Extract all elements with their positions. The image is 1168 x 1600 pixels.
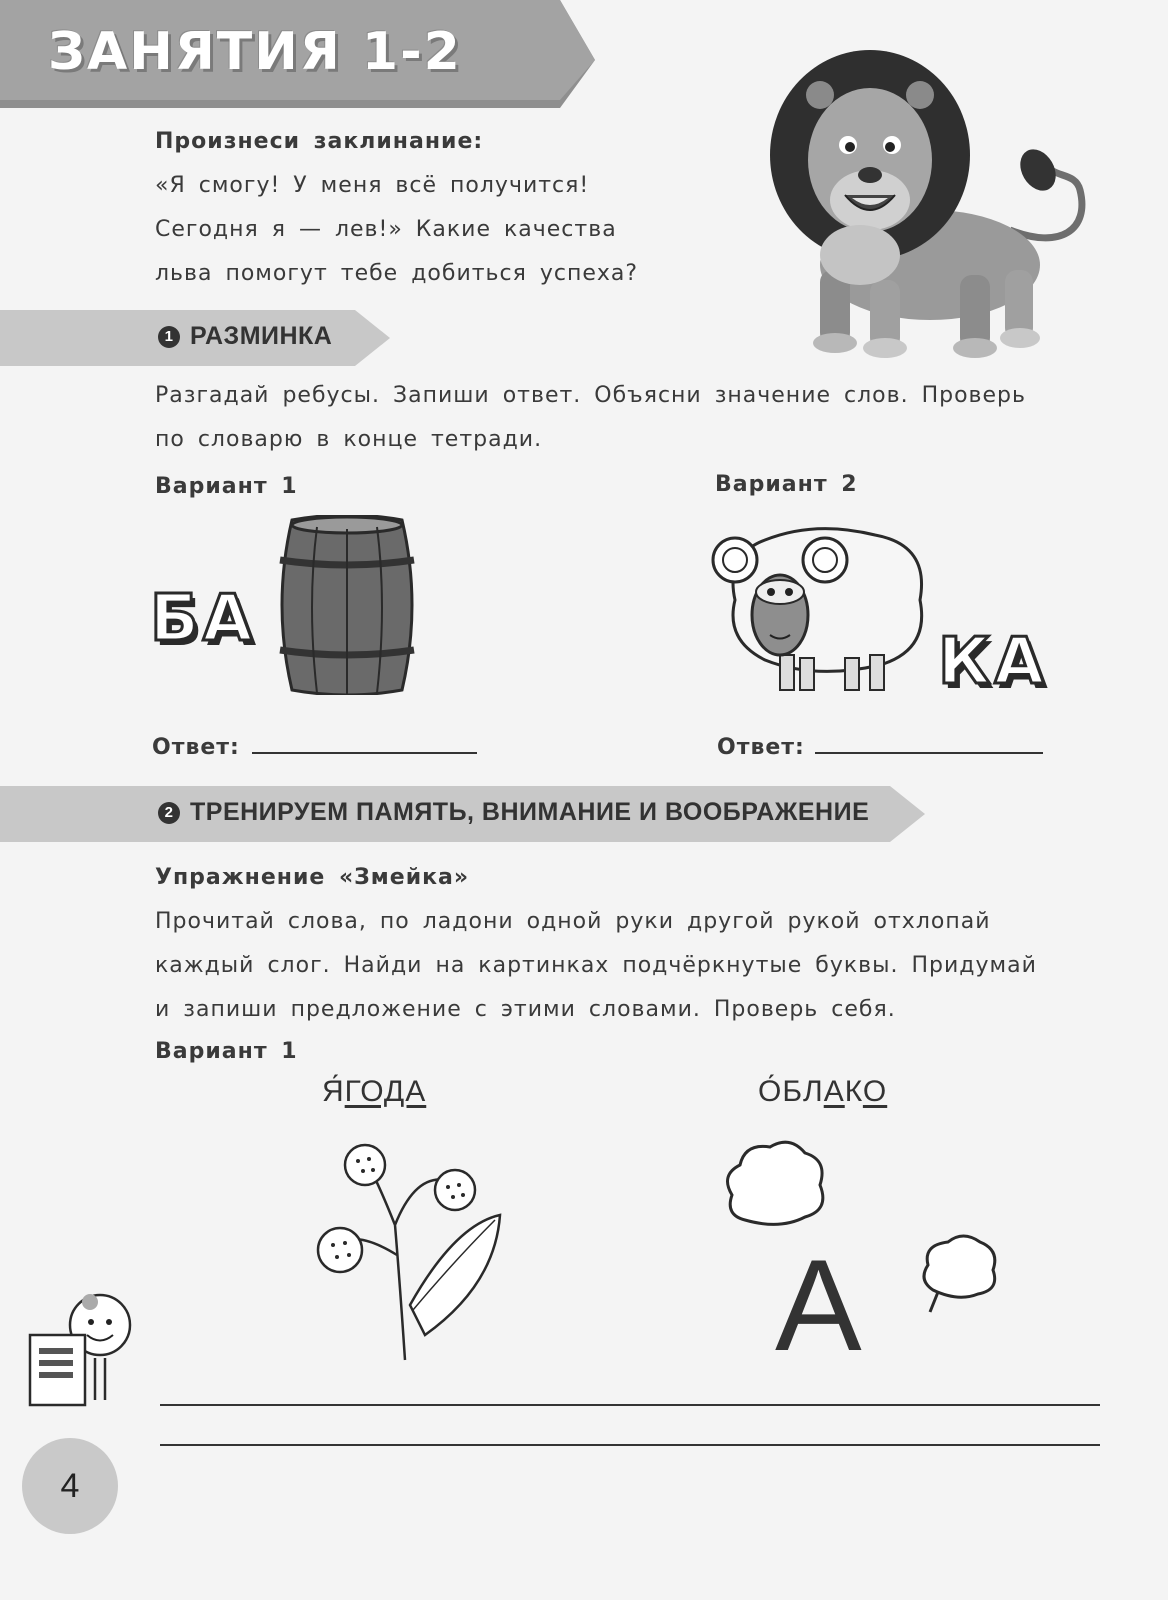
answer-label: Ответ:	[152, 735, 240, 760]
barrel-picture	[272, 515, 422, 695]
section-number-badge: 2	[158, 802, 180, 824]
rebus-letters: БА	[150, 582, 257, 656]
lion-illustration	[760, 40, 1100, 360]
writing-line[interactable]	[160, 1444, 1100, 1446]
page-number: 4	[22, 1438, 118, 1534]
variant-label: Вариант 2	[715, 472, 858, 497]
answer-label: Ответ:	[717, 735, 805, 760]
mascot-boy-icon	[25, 1290, 135, 1410]
answer-line[interactable]	[252, 752, 477, 754]
warmup-instructions: Разгадай ребусы. Запиши ответ. Объясни значение слов. Проверь по словарю в конце тетради.	[155, 383, 1026, 452]
section-header-warmup	[0, 310, 390, 366]
ram-picture	[695, 520, 935, 695]
section-number-badge: 1	[158, 326, 180, 348]
exercise-block: Упражнение «Змейка» Прочитай слова, по ладони одной руки другой рукой отхлопай каждый слог. Найди на картинках подчёркнутые буквы. Придумай и запиши предложение с этими словами. Проверь себя.	[155, 856, 1095, 1032]
cloud-icon	[918, 1230, 1003, 1315]
writing-line[interactable]	[160, 1404, 1100, 1406]
intro-line: Сегодня я — лев!» Какие качества	[155, 217, 617, 242]
word-oblako: О́БЛАКО	[758, 1075, 888, 1108]
intro-line: «Я смогу! У меня всё получится!	[155, 173, 590, 198]
intro-line: льва помогут тебе добиться успеха?	[155, 261, 639, 286]
intro-block	[155, 120, 675, 296]
rebus-letters: КА	[938, 625, 1048, 699]
intro-heading: Произнеси заклинание:	[155, 129, 484, 154]
word-yagoda: Я́ГОДА	[322, 1075, 427, 1108]
answer-line[interactable]	[815, 752, 1043, 754]
big-letter: А	[775, 1232, 862, 1378]
exercise-title: Упражнение «Змейка»	[155, 865, 470, 890]
variant-label: Вариант 1	[155, 1039, 298, 1064]
page-title: ЗАНЯТИЯ 1-2	[48, 22, 462, 82]
section-title: ТРЕНИРУЕМ ПАМЯТЬ, ВНИМАНИЕ И ВООБРАЖЕНИЕ	[190, 798, 870, 826]
variant-label: Вариант 1	[155, 474, 298, 499]
title-banner	[0, 0, 595, 108]
strawberry-picture	[305, 1135, 515, 1365]
cloud-icon	[720, 1135, 830, 1230]
section-header-memory	[0, 786, 925, 842]
section-title: РАЗМИНКА	[190, 322, 333, 350]
